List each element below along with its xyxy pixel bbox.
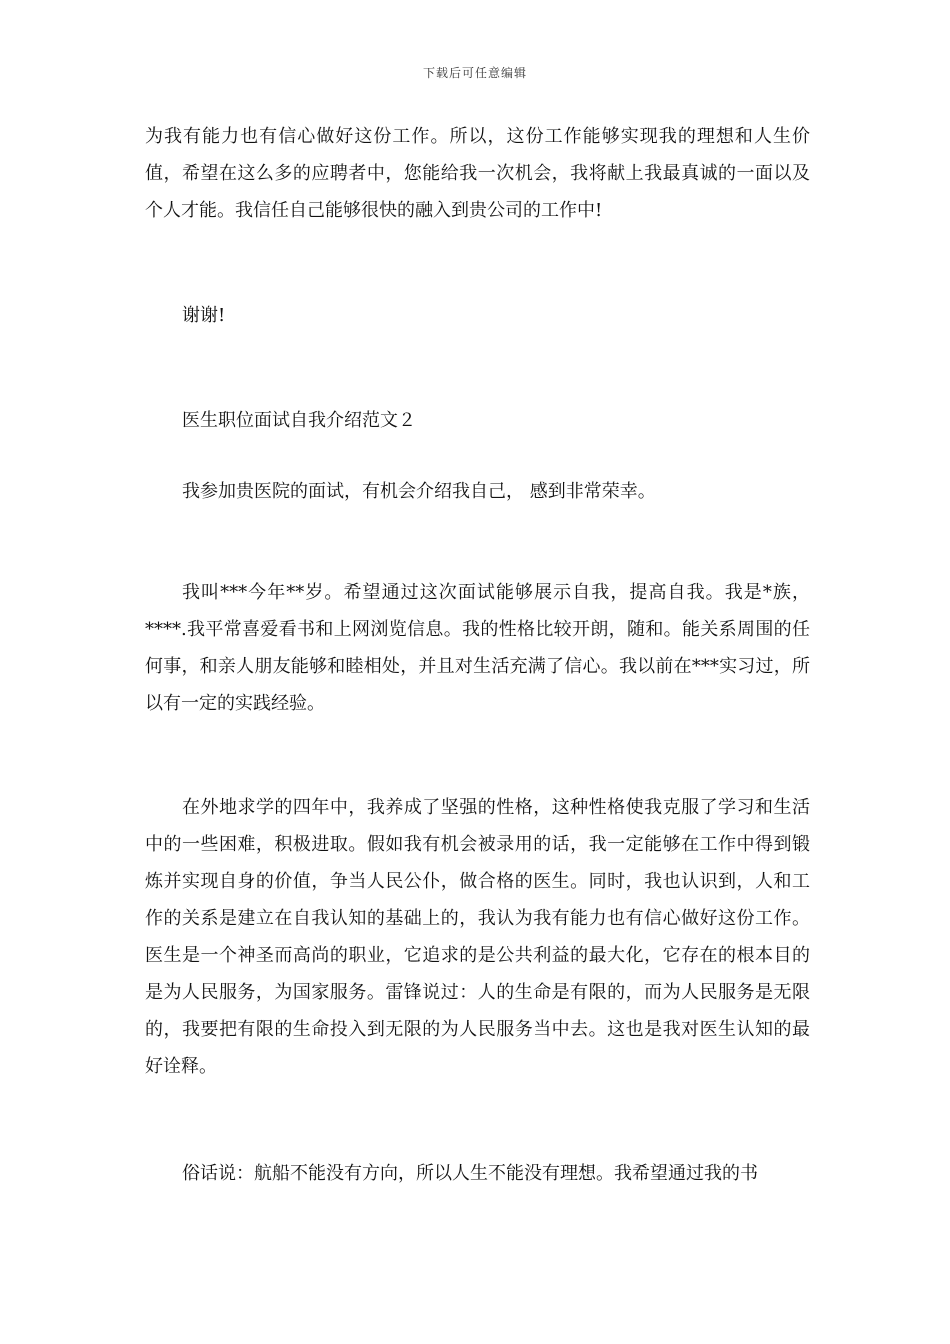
section-heading: 医生职位面试自我介绍范文２ <box>182 410 416 431</box>
page-header: 下载后可任意编辑 <box>422 66 527 80</box>
paragraph-study-experience: 在外地求学的四年中，我养成了坚强的性格，这种性格使我克服了学习和生活中的一些困难，积极进取。假如我有机会被录用的话，我一定能够在工作中得到锻炼并实现自身的价值，争当人民公仆，做合格的医生。同时，我也认识到，人和工作的关系是建立在自我认知的基础上的，我认为我有能力也有信心做好这份工作。医生是一个神圣而高尚的职业，它追求的是公共利益的最大化，它存在的根本目的是为人民服务，为国家服务。雷锋说过：人的生命是有限的，而为人民服务是无限的，我要把有限的生命投入到无限的为人民服务当中去。这也是我对医生认知的最好诠释。 <box>145 797 810 1077</box>
paragraph-closing-text: 为我有能力也有信心做好这份工作。所以，这份工作能够实现我的理想和人生价值，希望在这么多的应聘者中，您能给我一次机会，我将献上我最真诚的一面以及个人才能。我信任自己能够很快的融入到贵公司的工作中! <box>145 126 810 221</box>
paragraph-ideal: 俗话说：航船不能没有方向，所以人生不能没有理想。我希望通过我的书 <box>182 1163 758 1184</box>
paragraph-intro: 我参加贵医院的面试，有机会介绍我自己， 感到非常荣幸。 <box>182 481 656 502</box>
paragraph-thanks: 谢谢! <box>182 305 226 326</box>
paragraph-personal-info: 我叫***今年**岁。希望通过这次面试能够展示自我，提高自我。我是*族，****.我平常喜爱看书和上网浏览信息。我的性格比较开朗，随和。能关系周围的任何事，和亲人朋友能够和睦相处，并且对生活充满了信心。我以前在***实习过，所以有一定的实践经验。 <box>145 582 810 714</box>
